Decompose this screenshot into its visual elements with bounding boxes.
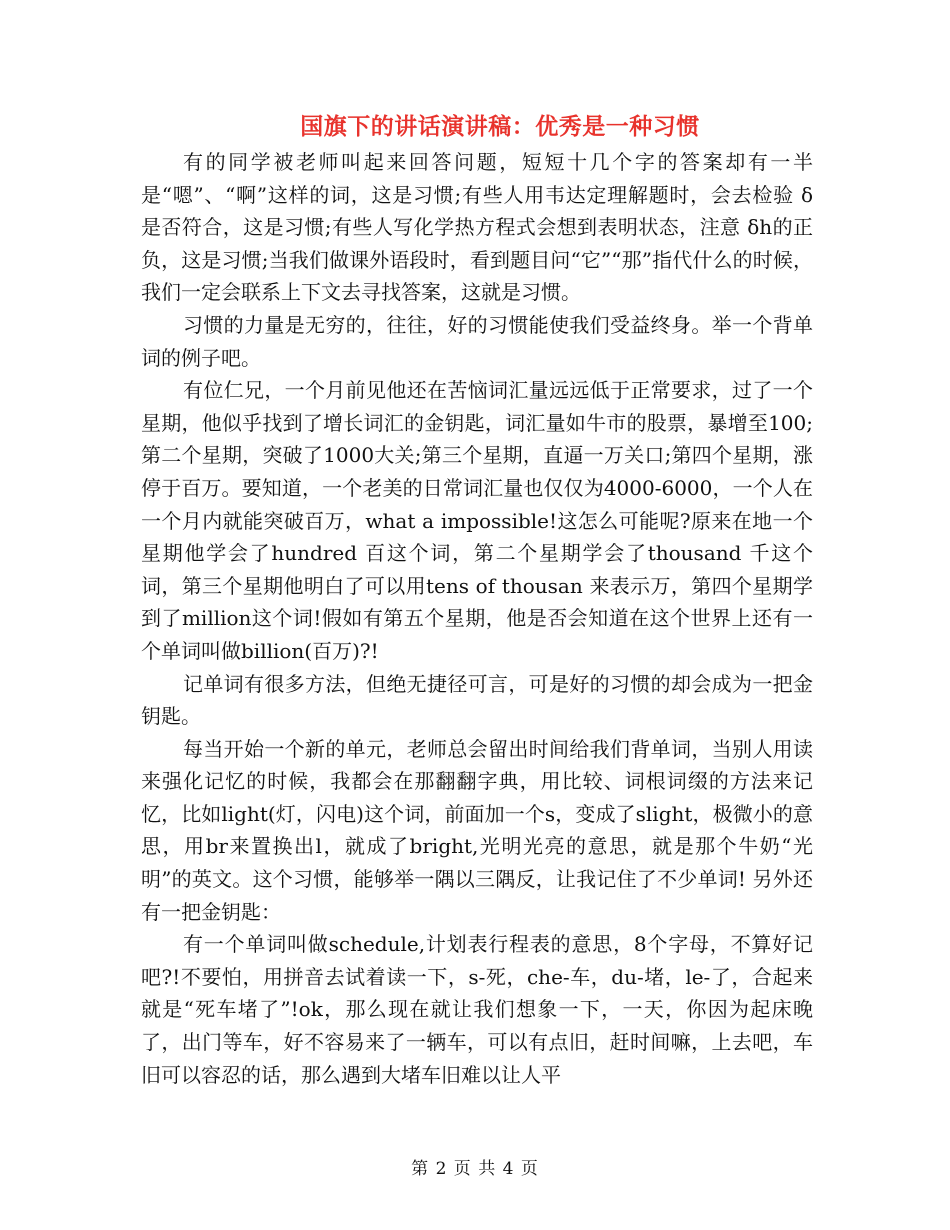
paragraph-word-roots: 每当开始一个新的单元，老师总会留出时间给我们背单词，当别人用读来强化记忆的时候，我都会在那翻翻字典，用比较、词根词缀的方法来记忆，比如light(灯，闪电)这个词，前面加一个s，变成了slight，极微小的意思，用br来置换出l，就成了bright,光明光亮的意思，就是那个牛奶“光明”的英文。这个习惯，能够举一隅以三隅反，让我记住了不少单词! 另外还有一把金钥匙： bbox=[141, 736, 813, 924]
paragraph-no-shortcut: 记单词有很多方法，但绝无捷径可言，可是好的习惯的却会成为一把金钥匙。 bbox=[141, 671, 813, 729]
paragraph-schedule: 有一个单词叫做schedule,计划表行程表的意思，8个字母，不算好记吧?!不要怕，用拼音去试着读一下，s-死，che-车，du-堵，le-了，合起来就是“死车堵了”!ok，那么现在就让我们想象一下，一天，你因为起床晚了，出门等车，好不容易来了一辆车，可以有点旧，赶时间嘛，上去吧，车旧可以容忍的话，那么遇到大堵车旧难以让人平 bbox=[141, 932, 813, 1087]
paragraph-vocabulary-story: 有位仁兄，一个月前见他还在苦恼词汇量远远低于正常要求，过了一个星期，他似乎找到了增长词汇的金钥匙，词汇量如牛市的股票，暴增至100;第二个星期，突破了1000大关;第三个星期，直逼一万关口;第四个星期，涨停于百万。要知道，一个老美的日常词汇量也仅仅为4000-6000，一个人在一个月内就能突破百万，what a impossible!这怎么可能呢?原来在地一个星期他学会了hundred 百这个词，第二个星期学会了thousand 千这个词，第三个星期他明白了可以用tens of thousan 来表示万，第四个星期学到了million这个词!假如有第五个星期，他是否会知道在这个世界上还有一个单词叫做billion(百万)?! bbox=[141, 378, 813, 663]
document-body bbox=[141, 146, 813, 1091]
paragraph-habits-examples: 有的同学被老师叫起来回答问题，短短十几个字的答案却有一半是“嗯”、“啊”这样的词，这是习惯;有些人用韦达定理解题时，会去检验 δ 是否符合，这是习惯;有些人写化学热方程式会想到表明状态，注意 δh的正负，这是习惯;当我们做课外语段时，看到题目问“它”“那”指代什么的时候，我们一定会联系上下文去寻找答案，这就是习惯。 bbox=[141, 150, 813, 305]
page-number-footer: 第 2 页 共 4 页 bbox=[411, 1159, 539, 1179]
paragraph-power-of-habit: 习惯的力量是无穷的，往往，好的习惯能使我们受益终身。举一个背单词的例子吧。 bbox=[141, 312, 813, 370]
document-title: 国旗下的讲话演讲稿：优秀是一种习惯 bbox=[300, 113, 700, 140]
